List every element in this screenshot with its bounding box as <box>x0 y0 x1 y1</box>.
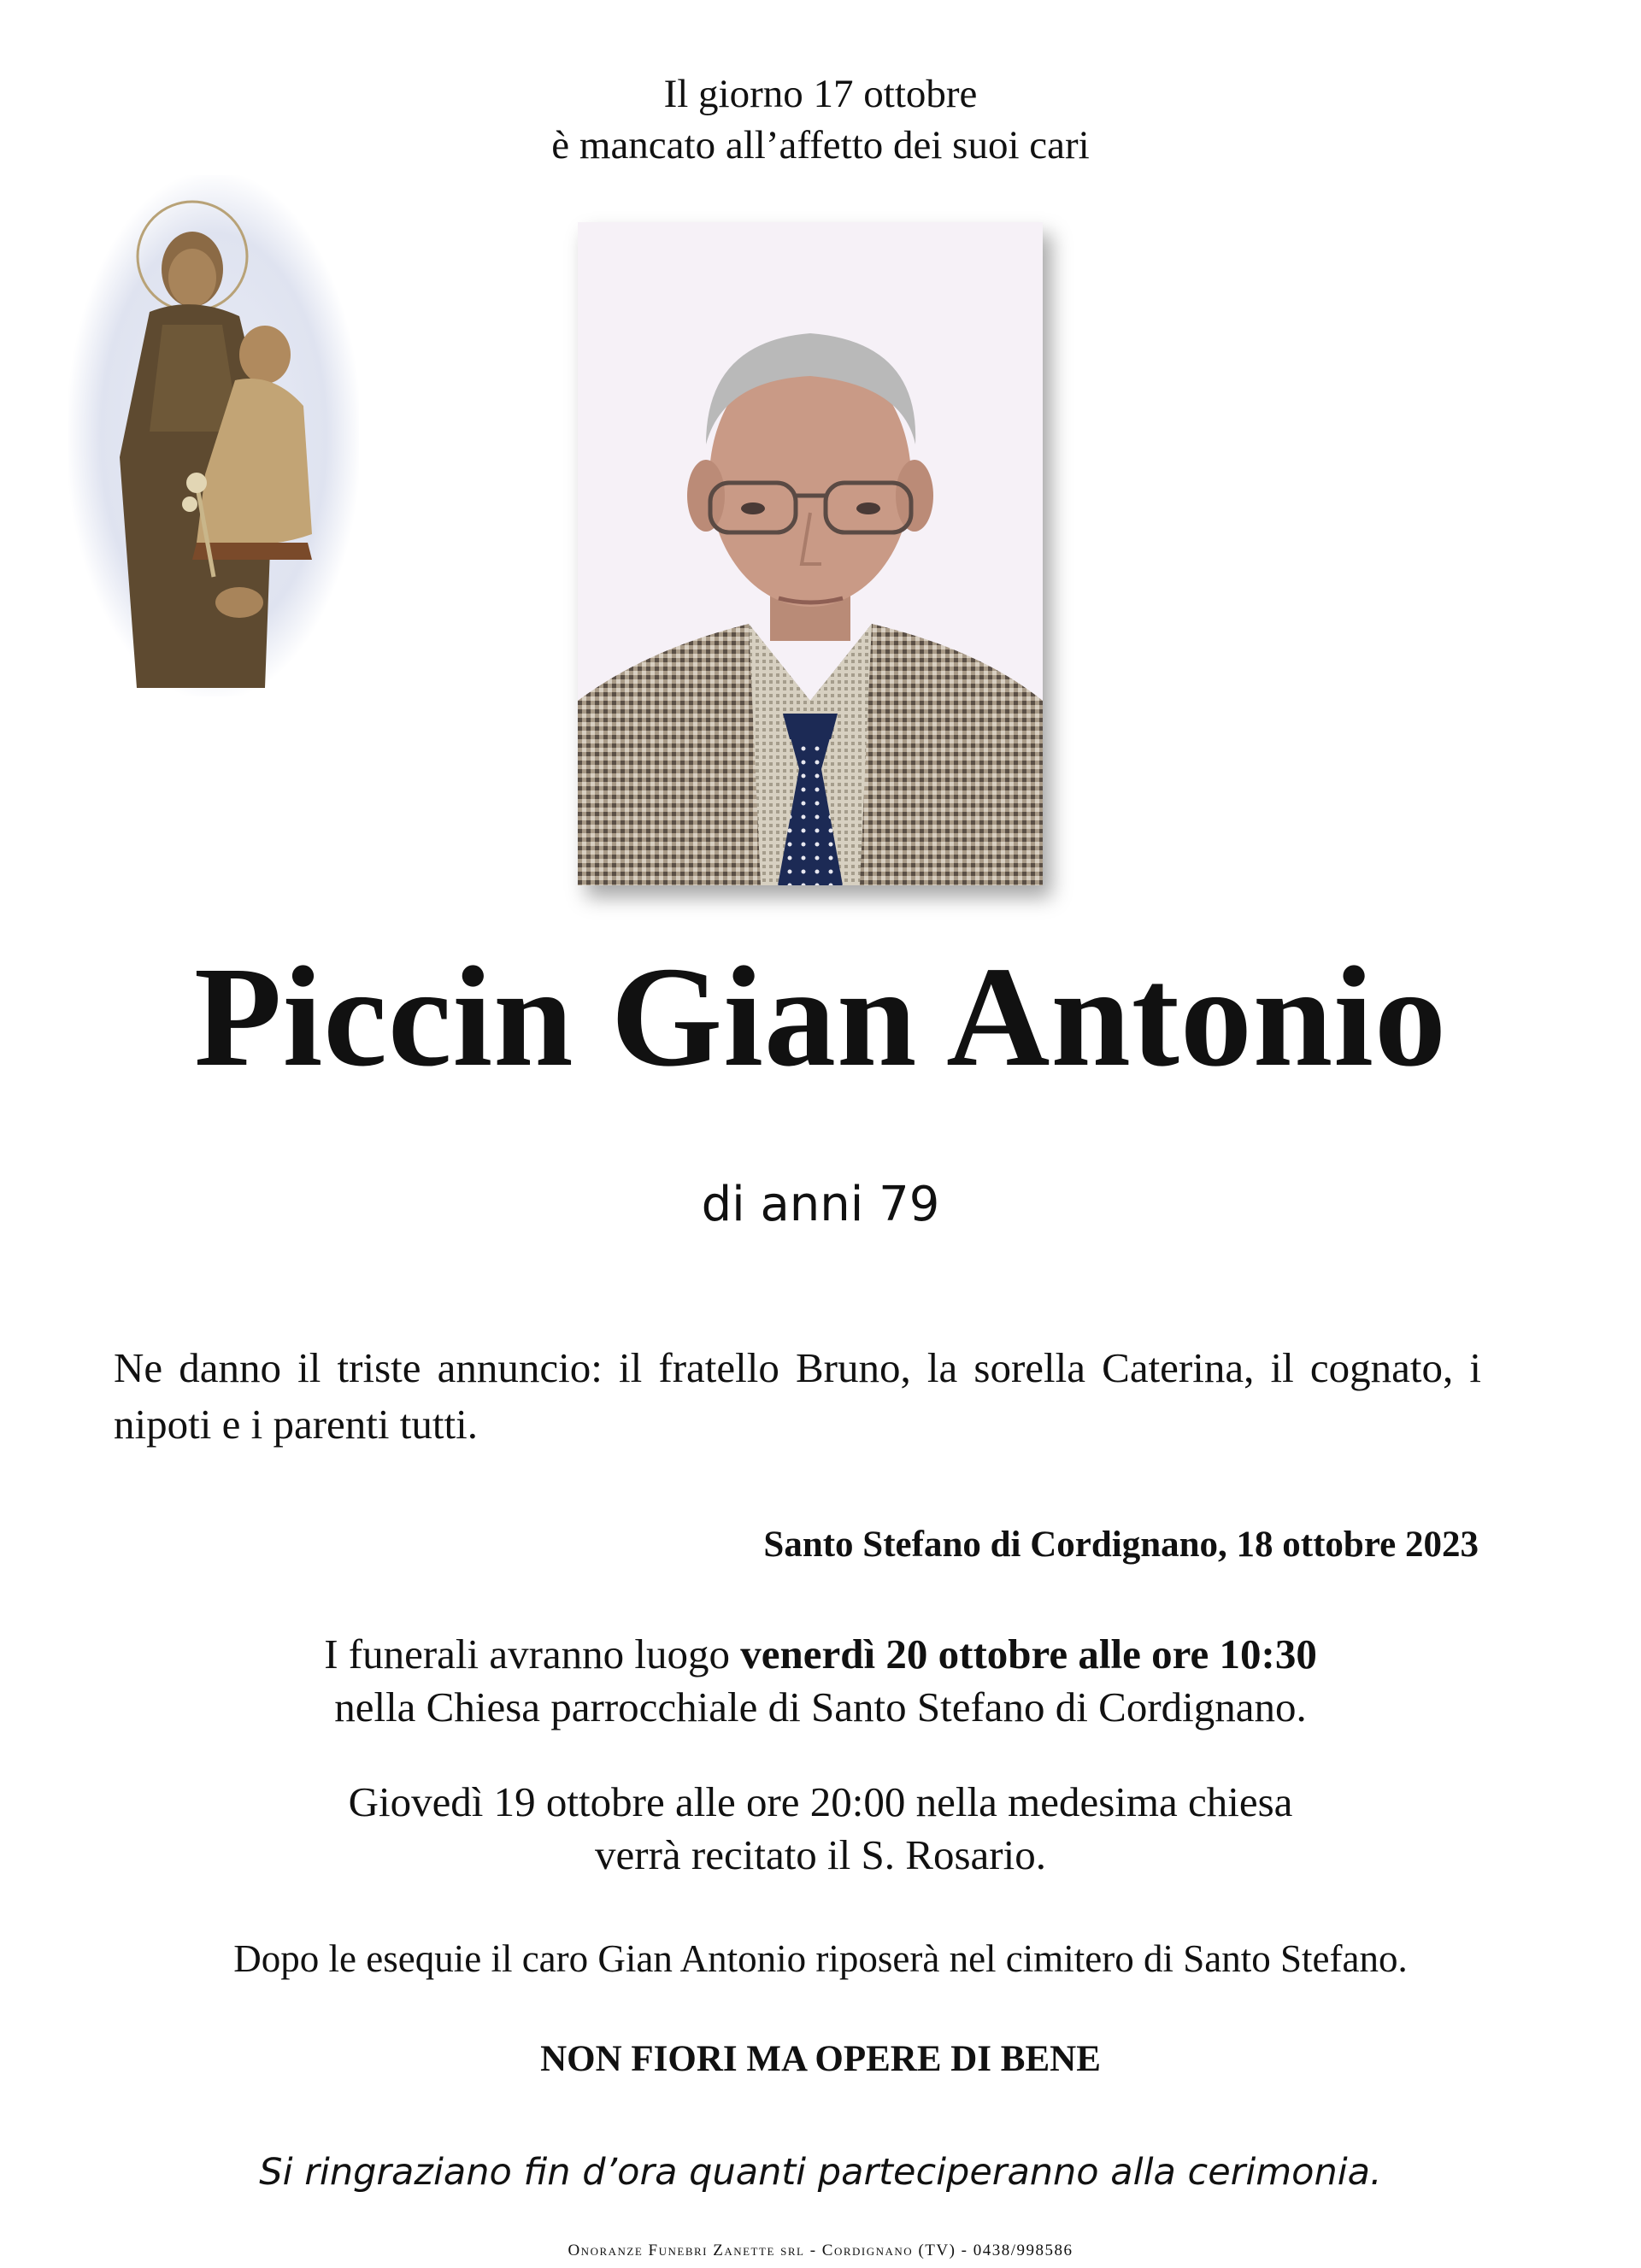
saint-statue-icon <box>68 175 359 696</box>
rosary-line-2: verrà recitato il S. Rosario. <box>595 1831 1046 1878</box>
funeral-datetime: venerdì 20 ottobre alle ore 10:30 <box>740 1630 1317 1677</box>
intro-text <box>0 68 1641 171</box>
thanks-note: Si ringraziano fin d’ora quanti parteciperanno alla cerimonia. <box>259 2151 1382 2194</box>
no-flowers-note: NON FIORI MA OPERE DI BENE <box>540 2039 1101 2079</box>
deceased-name: Piccin Gian Antonio <box>194 937 1447 1096</box>
intro-line-1: Il giorno 17 ottobre <box>663 72 978 116</box>
funeral-line-1 <box>0 1628 1641 1681</box>
portrait-photo <box>578 222 1043 885</box>
saint-anthony-image <box>68 175 359 696</box>
burial-info: Dopo le esequie il caro Gian Antonio riposerà nel cimitero di Santo Stefano. <box>233 1937 1408 1980</box>
funeral-line-2: nella Chiesa parrocchiale di Santo Stefano di Cordignano. <box>334 1683 1307 1730</box>
deceased-age: di anni 79 <box>701 1177 940 1232</box>
rosary-info <box>0 1776 1641 1882</box>
funeral-prefix: I funerali avranno luogo <box>324 1630 741 1677</box>
intro-line-2: è mancato all’affetto dei suoi cari <box>551 123 1090 167</box>
place-and-date: Santo Stefano di Cordignano, 18 ottobre 2023 <box>763 1525 1479 1565</box>
rosary-line-1: Giovedì 19 ottobre alle ore 20:00 nella medesima chiesa <box>348 1778 1293 1825</box>
portrait-icon <box>578 222 1043 885</box>
announcement-text: Ne danno il triste annuncio: il fratello Bruno, la sorella Caterina, il cognato, i nipoti e i parenti tutti. <box>114 1344 1481 1448</box>
funeral-home-footer: Onoranze Funebri Zanette srl - Cordignano (TV) - 0438/998586 <box>568 2242 1073 2259</box>
funeral-info <box>0 1628 1641 1734</box>
